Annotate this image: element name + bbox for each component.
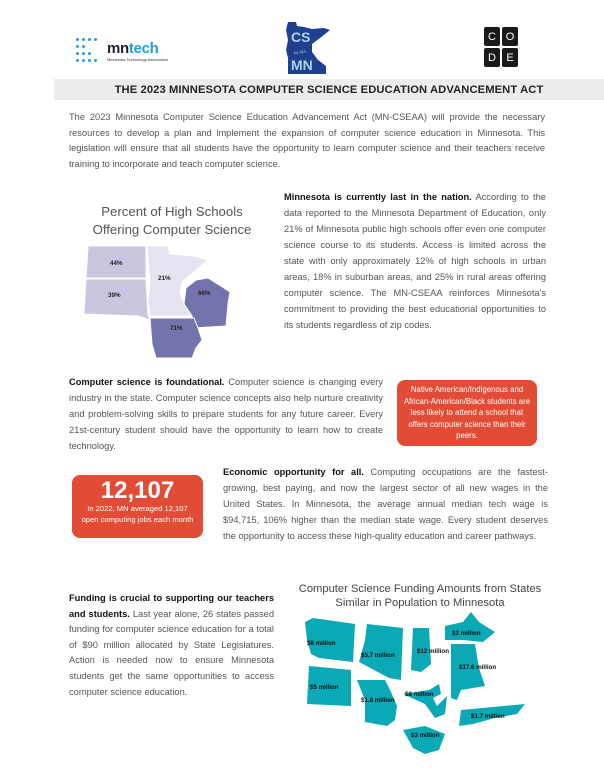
label-iowa: 71%: [170, 325, 183, 332]
title-bar: [54, 79, 604, 100]
code-letter-o: O: [502, 27, 518, 46]
label-alabama: $17.6 million: [459, 664, 497, 671]
mntech-wordmark: mntech: [107, 40, 159, 57]
state-massachusetts: [445, 612, 495, 642]
equity-callout: [397, 380, 537, 446]
map1-title: [82, 203, 262, 239]
map2-title: [280, 582, 560, 610]
csfor-all-mn-logo: [282, 20, 332, 76]
label-arizona: $5.7 million: [361, 652, 395, 659]
label-massachusetts: $3 million: [452, 630, 481, 637]
mntech-logo: [76, 36, 186, 66]
equity-callout-text: Native American/Indigenous and African-American/Black students are less likely to attend a school that offers computer science than their peers.: [403, 385, 531, 441]
intro-paragraph: The 2023 Minnesota Computer Science Education Advancement Act (MN-CSEAA) will provide the necessary resources to develop a plan and implement the expansion of computer science education in Minnesota. This legislation will ensure that all students have the opportunity to learn computer science and their teachers receive training to incorporate and teach computer science.: [69, 112, 545, 169]
section-heading: Computer science is foundational.: [69, 377, 225, 387]
label-indiana: $12 million: [417, 648, 449, 655]
percent-map: [84, 244, 264, 360]
label-colorado: $5 million: [310, 684, 339, 691]
state-south-dakota: [84, 279, 150, 320]
label-missouri: $1.8 million: [361, 697, 395, 704]
label-south-carolina: $3 million: [411, 732, 440, 739]
section-funding: [69, 591, 274, 700]
map1-title-line1: Percent of High Schools: [101, 204, 243, 219]
state-maryland: [403, 684, 447, 718]
section-body: Last year alone, 26 states passed funding for computer science education for a total of $90 million allocated by State Legislatures. Action is needed now to ensure Minnesota students get the same opportunities to access computer science education.: [69, 608, 274, 697]
code-letter-d: D: [484, 48, 500, 67]
jobs-stat-number: 12,107: [100, 477, 175, 504]
section-last-in-nation: [284, 189, 546, 333]
csmn-top-text: CS: [291, 29, 311, 45]
map2-title-line2: Similar in Population to Minnesota: [335, 597, 505, 609]
code-org-logo: [484, 27, 518, 67]
label-north-dakota: 44%: [110, 260, 123, 267]
dots-icon: [76, 36, 100, 64]
section-body: Computing occupations are the fastest-growing, best paying, and now the largest sector of all new wages in the United States. In Minnesota, the average annual median tech wage is $94,715, 106% higher than the median state wage. Every student deserves the opportunity to access these high-quality education and career pathways.: [223, 467, 548, 541]
intro-section: [69, 110, 545, 172]
label-tennessee: $1.7 million: [471, 713, 505, 720]
csmn-bottom-text: MN: [291, 57, 313, 73]
code-letter-c: C: [484, 27, 500, 46]
page-title: THE 2023 MINNESOTA COMPUTER SCIENCE EDUCATION ADVANCEMENT ACT: [114, 83, 544, 96]
state-alabama: [451, 644, 485, 700]
section-economic: [223, 464, 548, 544]
label-maryland: $8 million: [405, 691, 434, 698]
jobs-stat-box: [72, 475, 203, 538]
section-body: Computer science is changing every industry in the state. Computer science concepts also help nurture creativity and problem-solving skills to prepare students for any future career. Every 21st-century student should have the opportunity to learn how to create technology.: [69, 377, 384, 451]
state-iowa: [150, 318, 202, 358]
csmn-middle-text: for ALL: [293, 48, 308, 56]
mntech-subtitle: Minnesota Technology Association: [107, 57, 169, 62]
section-heading: Minnesota is currently last in the nation.: [284, 192, 472, 202]
map1-title-line2: Offering Computer Science: [92, 222, 252, 237]
label-wisconsin: 66%: [198, 290, 211, 297]
section-body: According to the data reported to the Minnesota Department of Education, only 21% of Minnesota public high schools offer even one computer science course to its students. Access is limited across the state with only approximately 12% of high schools in urban areas, 18% in suburban areas, and 25% in rural areas offering computer science. The MN-CSEAA reinforces Minnesota's commitment to providing the best educational opportunities to its students regardless of zip codes.: [284, 192, 546, 330]
section-heading: Funding is crucial to supporting our teachers and students.: [69, 593, 274, 619]
code-letter-e: E: [502, 48, 518, 67]
section-heading: Economic opportunity for all.: [223, 467, 364, 477]
jobs-stat-caption: In 2022, MN averaged 12,107 open computing jobs each month: [81, 504, 194, 524]
label-south-dakota: 39%: [108, 292, 121, 299]
map2-title-line1: Computer Science Funding Amounts from States: [298, 583, 542, 595]
label-washington: $8 million: [307, 640, 336, 647]
funding-map: [295, 610, 557, 760]
state-south-carolina: [403, 726, 445, 754]
section-foundational: [69, 374, 383, 454]
label-minnesota: 21%: [158, 275, 171, 282]
